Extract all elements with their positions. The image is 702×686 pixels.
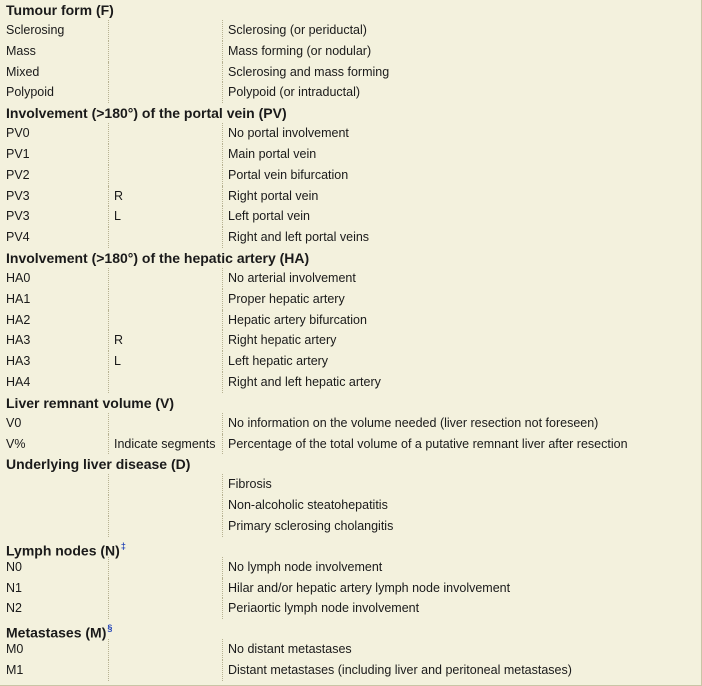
row-qualifier (109, 660, 223, 681)
table-row (0, 351, 701, 372)
row-code: V% (0, 434, 109, 455)
row-code (0, 495, 109, 516)
section-header (0, 0, 701, 20)
section-title: Lymph nodes (N) (6, 542, 120, 559)
row-qualifier: R (109, 330, 223, 351)
table-row (0, 413, 701, 434)
row-code: N1 (0, 578, 109, 599)
row-description: No portal involvement (228, 126, 349, 141)
table-row (0, 639, 701, 660)
table-row (0, 144, 701, 165)
row-description: Main portal vein (228, 146, 317, 161)
section-title: Liver remnant volume (V) (6, 394, 175, 411)
row-qualifier (109, 474, 223, 495)
row-description: No information on the volume needed (liver resection not foreseen) (228, 415, 599, 430)
row-code (0, 474, 109, 495)
row-code: HA1 (0, 289, 109, 310)
table-row (0, 227, 701, 248)
row-qualifier (109, 165, 223, 186)
row-code: PV4 (0, 227, 109, 248)
table-row (0, 20, 701, 41)
row-description: Sclerosing (or periductal) (228, 23, 367, 37)
row-description: Mass forming (or nodular) (228, 43, 372, 58)
row-code: Mixed (0, 62, 109, 83)
row-description: Hepatic artery bifurcation (228, 312, 367, 327)
row-code: PV2 (0, 165, 109, 186)
row-qualifier (109, 289, 223, 310)
table-row (0, 41, 701, 62)
table-section (0, 393, 701, 455)
row-description: Left hepatic artery (228, 354, 329, 369)
section-title: Underlying liver disease (D) (6, 456, 191, 473)
row-code: PV1 (0, 144, 109, 165)
table-section (0, 537, 701, 619)
row-qualifier (109, 598, 223, 619)
table-row (0, 310, 701, 331)
section-header (0, 103, 701, 123)
row-code: HA3 (0, 330, 109, 351)
row-code: HA0 (0, 268, 109, 289)
table-row (0, 495, 701, 516)
row-qualifier (109, 639, 223, 660)
table-row (0, 330, 701, 351)
row-code (0, 516, 109, 537)
table-row (0, 598, 701, 619)
table-section (0, 619, 701, 681)
row-description: Right and left portal veins (228, 230, 370, 245)
table-row (0, 474, 701, 495)
row-description: Right portal vein (228, 188, 319, 203)
footnote-marker: ‡ (120, 540, 126, 551)
row-qualifier (109, 413, 223, 434)
row-code: N0 (0, 557, 109, 578)
table-row (0, 268, 701, 289)
row-description: No arterial involvement (228, 270, 356, 285)
section-header (0, 454, 701, 474)
table-row (0, 62, 701, 83)
row-qualifier (109, 82, 223, 103)
row-qualifier: Indicate segments (109, 434, 223, 455)
table-row (0, 434, 701, 455)
row-qualifier (109, 227, 223, 248)
row-code: M1 (0, 660, 109, 681)
row-description: No distant metastases (228, 642, 352, 657)
table-row (0, 123, 701, 144)
table-row (0, 289, 701, 310)
section-header (0, 248, 701, 268)
row-description: Distant metastases (including liver and peritoneal metastases) (228, 662, 572, 677)
row-description: Periaortic lymph node involvement (228, 601, 420, 616)
row-code: HA2 (0, 310, 109, 331)
row-description: Right hepatic artery (228, 333, 337, 348)
row-qualifier (109, 20, 223, 41)
row-qualifier (109, 41, 223, 62)
table-row (0, 186, 701, 207)
table-section (0, 454, 701, 536)
section-title: Metastases (M) (6, 624, 107, 641)
row-qualifier (109, 144, 223, 165)
row-qualifier (109, 123, 223, 144)
row-description: Proper hepatic artery (228, 291, 345, 306)
section-title: Tumour form (F) (6, 2, 114, 18)
table-section (0, 0, 701, 103)
row-description: No lymph node involvement (228, 559, 383, 574)
section-header (0, 619, 701, 639)
row-description: Sclerosing and mass forming (228, 64, 390, 79)
row-description: Portal vein bifurcation (228, 167, 349, 182)
table-row (0, 557, 701, 578)
section-header (0, 537, 701, 557)
footnote-marker: § (107, 623, 113, 634)
row-description: Primary sclerosing cholangitis (228, 518, 394, 533)
row-description: Right and left hepatic artery (228, 374, 381, 389)
row-qualifier: R (109, 186, 223, 207)
table-row (0, 206, 701, 227)
table-row (0, 165, 701, 186)
row-qualifier (109, 310, 223, 331)
table-section (0, 103, 701, 248)
row-code: Mass (0, 41, 109, 62)
row-qualifier (109, 372, 223, 393)
table-row (0, 82, 701, 103)
row-qualifier: L (109, 351, 223, 372)
row-code: M0 (0, 639, 109, 660)
row-code: HA3 (0, 351, 109, 372)
section-header (0, 393, 701, 413)
row-code: PV3 (0, 206, 109, 227)
table-section (0, 248, 701, 393)
row-description: Left portal vein (228, 209, 310, 224)
row-code: V0 (0, 413, 109, 434)
table-row (0, 516, 701, 537)
row-qualifier (109, 495, 223, 516)
table-row (0, 372, 701, 393)
row-qualifier (109, 516, 223, 537)
row-code: Polypoid (0, 82, 109, 103)
row-description: Polypoid (or intraductal) (228, 85, 361, 100)
row-code: PV0 (0, 123, 109, 144)
section-title: Involvement (>180°) of the hepatic artery (HA) (6, 249, 310, 266)
row-description: Hilar and/or hepatic artery lymph node involvement (228, 580, 511, 595)
row-code: PV3 (0, 186, 109, 207)
row-code: N2 (0, 598, 109, 619)
table-row (0, 578, 701, 599)
row-code: Sclerosing (0, 20, 109, 41)
row-qualifier: L (109, 206, 223, 227)
table-row (0, 660, 701, 681)
row-description: Percentage of the total volume of a putative remnant liver after resection (228, 436, 628, 451)
row-qualifier (109, 268, 223, 289)
row-qualifier (109, 62, 223, 83)
row-qualifier (109, 578, 223, 599)
row-description: Fibrosis (228, 477, 272, 492)
row-qualifier (109, 557, 223, 578)
section-title: Involvement (>180°) of the portal vein (PV) (6, 105, 287, 122)
row-code: HA4 (0, 372, 109, 393)
row-description: Non-alcoholic steatohepatitis (228, 498, 388, 513)
